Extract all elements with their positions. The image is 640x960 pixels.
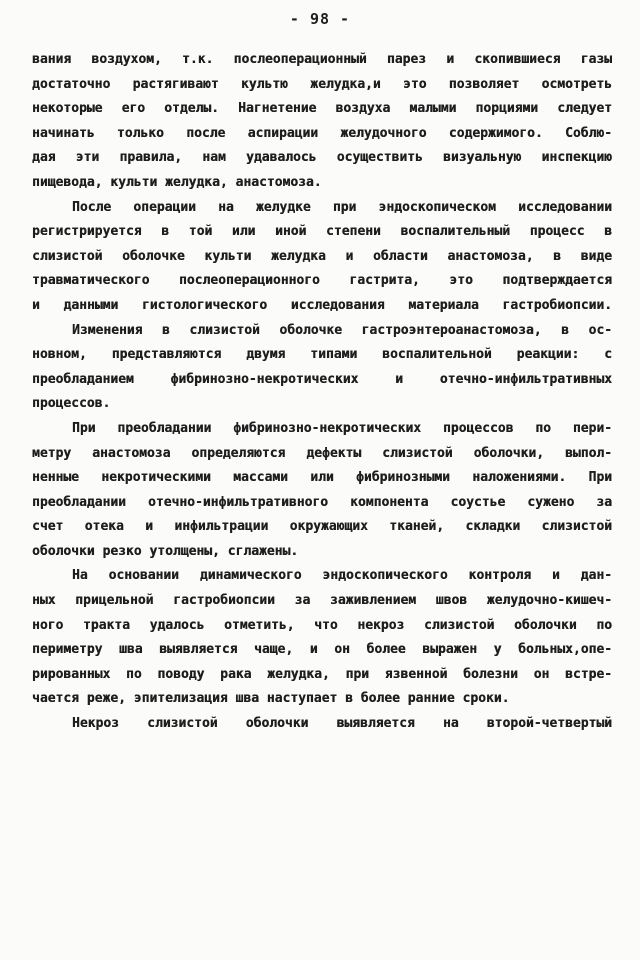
text-line: вания воздухом, т.к. послеоперационный парез и скопившиеся газы [32, 52, 612, 67]
text-line: дая эти правила, нам удавалось осуществить визуальную инспекцию [32, 150, 612, 166]
text-line: периметру шва выявляется чаще, и он более выражен у больных,опе- [32, 642, 612, 658]
text-line: На основании динамического эндоскопического контроля и дан- [72, 568, 612, 584]
text-line: начинать только после аспирации желудочного содержимого. Соблю- [32, 125, 612, 141]
text-line: процессов. [32, 396, 111, 412]
text-line: достаточно растягивают культю желудка,и это позволяет осмотреть [32, 76, 612, 92]
text-line: преобладанием фибринозно-некротических и отечно-инфильтративных [32, 371, 612, 387]
text-line: счет отека и инфильтрации окружающих тканей, складки слизистой [32, 519, 612, 535]
text-line: ненные некротическими массами или фибринозными наложениями. При [32, 470, 612, 486]
body-text [32, 48, 612, 737]
text-line: Некроз слизистой оболочки выявляется на второй-четвертый [72, 716, 612, 732]
text-line: регистрируется в той или иной степени воспалительный процесс в [32, 224, 612, 240]
text-line: оболочки резко утолщены, сглажены. [32, 543, 299, 559]
text-line: преобладании отечно-инфильтративного компонента соустье сужено за [32, 494, 612, 510]
text-line: новном, представляются двумя типами воспалительной реакции: с [32, 347, 612, 363]
text-line: травматического послеоперационного гастрита, это подтверждается [32, 273, 612, 289]
text-line: рированных по поводу рака желудка, при язвенной болезни он встре- [32, 666, 612, 682]
text-line: и данными гистологического исследования материала гастробиопсии. [32, 297, 612, 313]
text-line: пищевода, культи желудка, анастомоза. [32, 174, 322, 190]
text-line: метру анастомоза определяются дефекты слизистой оболочки, выпол- [32, 445, 612, 461]
page-number: - 98 - [289, 10, 351, 28]
text-line: При преобладании фибринозно-некротических процессов по пери- [72, 420, 612, 436]
text-line: чается реже, эпителизация шва наступает в более ранние сроки. [32, 691, 510, 707]
text-line: некоторые его отделы. Нагнетение воздуха малыми порциями следует [32, 101, 612, 117]
text-line: Изменения в слизистой оболочке гастроэнтероанастомоза, в ос- [72, 322, 612, 338]
text-line: ного тракта удалось отметить, что некроз слизистой оболочки по [32, 617, 612, 633]
text-line: слизистой оболочке культи желудка и области анастомоза, в виде [32, 248, 612, 264]
text-line: После операции на желудке при эндоскопическом исследовании [72, 199, 612, 215]
text-line: ных прицельной гастробиопсии за заживлением швов желудочно-кишеч- [32, 593, 612, 609]
